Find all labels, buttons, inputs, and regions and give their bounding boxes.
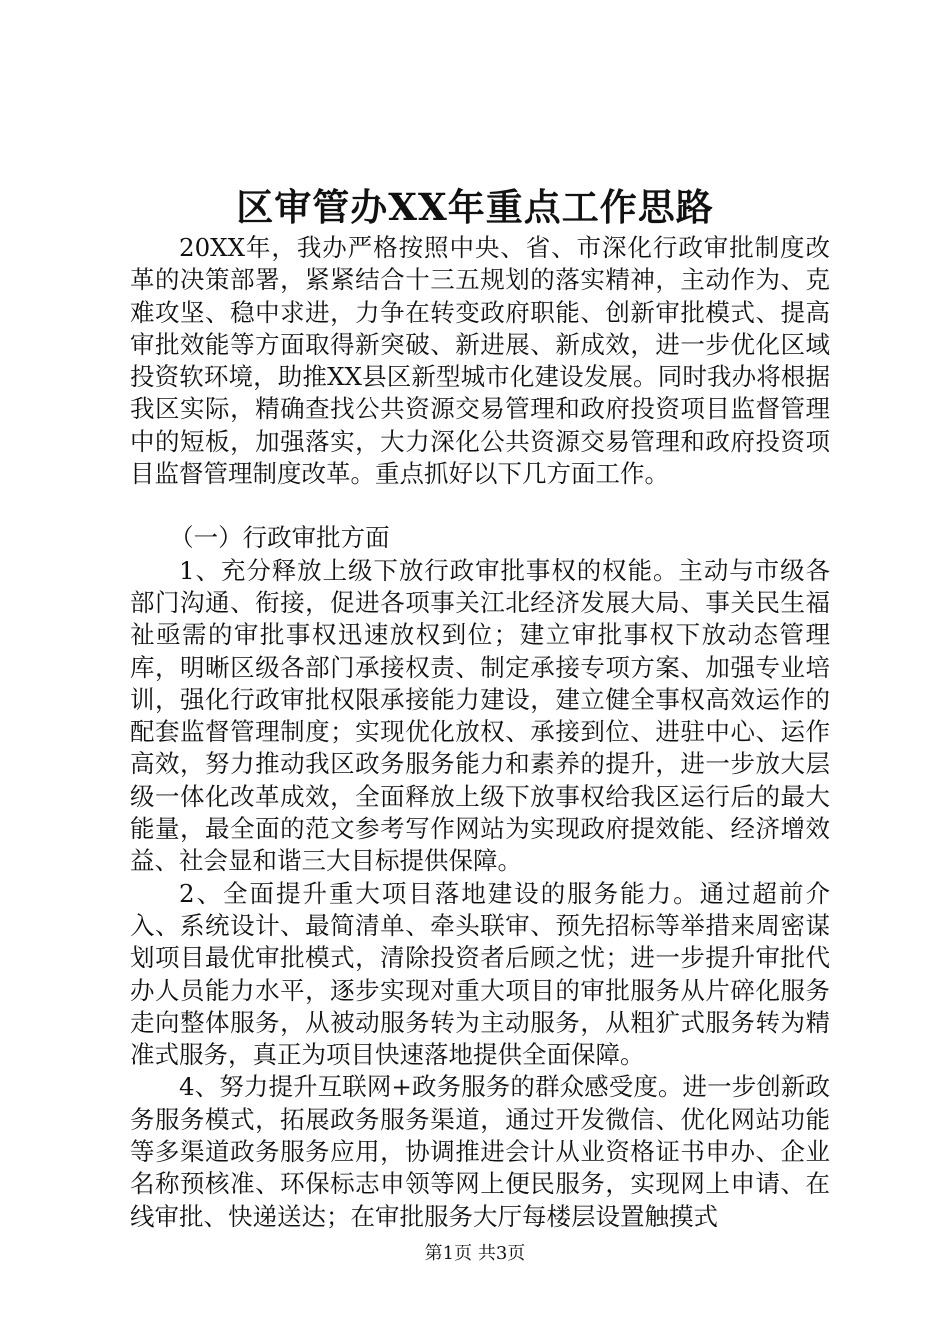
item-paragraph-2: 2、全面提升重大项目落地建设的服务能力。通过超前介入、系统设计、最简清单、牵头联审、预先招标等举措来周密谋划项目最优审批模式，清除投资者后顾之忧；进一步提升审批代办人员能力水平，逐步实现对重大项目的审批服务从片碎化服务走向整体服务，从被动服务转为主动服务，从粗犷式服务转为精准式服务，真正为项目快速落地提供全面保障。 [130, 878, 830, 1070]
document-body [130, 232, 830, 1233]
item-paragraph-4: 4、努力提升互联网+政务服务的群众感受度。进一步创新政务服务模式，拓展政务服务渠道，通过开发微信、优化网站功能等多渠道政务服务应用，协调推进会计从业资格证书申办、企业名称预核准、环保标志申领等网上便民服务，实现网上申请、在线审批、快递送达；在审批服务大厅每楼层设置触摸式 [130, 1072, 830, 1231]
section-heading: （一）行政审批方面 [169, 523, 390, 553]
document-title: 区审管办XX年重点工作思路 [236, 185, 714, 229]
paragraph-gap [130, 490, 830, 522]
item-paragraph-1: 1、充分释放上级下放行政审批事权的权能。主动与市级各部门沟通、衔接，促进各项事关江北经济发展大局、事关民生福祉亟需的审批事权迅速放权到位；建立审批事权下放动态管理库，明晰区级各部门承接权责、制定承接专项方案、加强专业培训，强化行政审批权限承接能力建设，建立健全事权高效运作的配套监督管理制度；实现优化放权、承接到位、进驻中心、运作高效，努力推动我区政务服务能力和素养的提升，进一步放大层级一体化改革成效，全面释放上级下放事权给我区运行后的最大能量，最全面的范文参考写作网站为实现政府提效能、经济增效益、社会显和谐三大目标提供保障。 [130, 555, 830, 876]
page-footer: 第1页 共3页 [424, 1243, 526, 1264]
intro-paragraph: 20XX年，我办严格按照中央、省、市深化行政审批制度改革的决策部署，紧紧结合十三五规划的落实精神，主动作为、克难攻坚、稳中求进，力争在转变政府职能、创新审批模式、提高审批效能等方面取得新突破、新进展、新成效，进一步优化区域投资软环境，助推XX县区新型城市化建设发展。同时我办将根据我区实际，精确查找公共资源交易管理和政府投资项目监督管理中的短板，加强落实，大力深化公共资源交易管理和政府投资项目监督管理制度改革。重点抓好以下几方面工作。 [130, 233, 830, 489]
